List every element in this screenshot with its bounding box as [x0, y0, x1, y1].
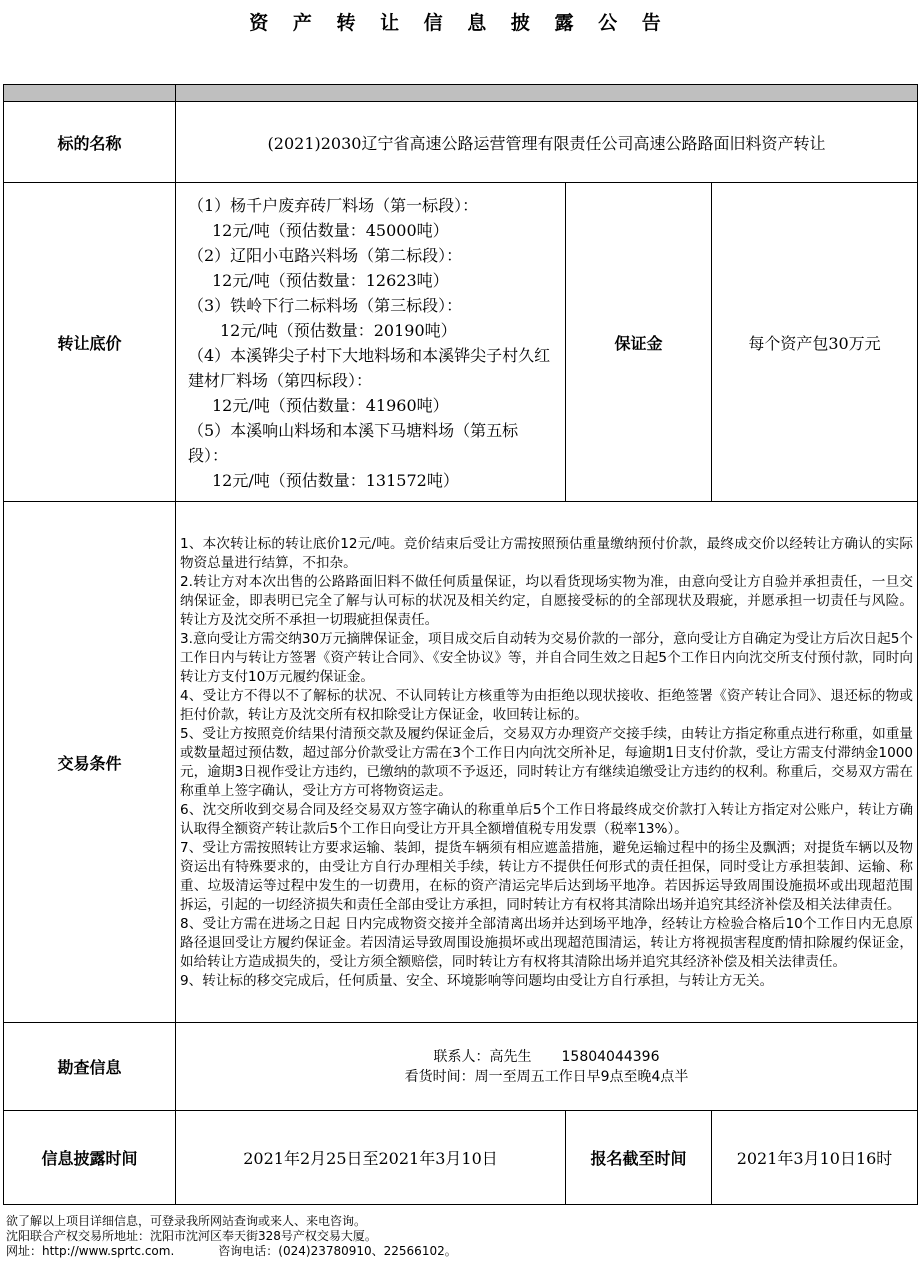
row-disclosure-period	[4, 1111, 918, 1205]
contact-person: 联系人：高先生	[433, 1048, 532, 1065]
lot-2-price: 12元/吨（预估数量：12623吨）	[212, 271, 449, 290]
lot-2-name: （2）辽阳小屯路兴料场（第二标段）：	[188, 246, 463, 265]
lot-1-name: （1）杨千户废弃砖厂料场（第一标段）：	[188, 196, 479, 215]
footer-info	[6, 1214, 457, 1259]
footer-line-2: 沈阳联合产权交易所地址：沈阳市沈河区奉天街328号产权交易大厦。	[6, 1229, 377, 1243]
condition-item-9: 9、转让标的移交完成后，任何质量、安全、环境影响等问题均由受让方自行承担，与转让方无关。	[180, 973, 774, 989]
lot-3-price: 12元/吨（预估数量：20190吨）	[220, 321, 457, 340]
lot-5-price: 12元/吨（预估数量：131572吨）	[212, 471, 459, 490]
condition-item-4: 4、受让方不得以不了解标的状况、不认同转让方核重等为由拒绝以现状接收、拒绝签署《资产转让合同》、退还标的物或拒付价款，转让方及沈交所有权扣除受让方保证金，收回转让标的。	[180, 688, 914, 723]
registration-deadline-label: 报名截至时间	[566, 1111, 712, 1205]
footer-line-3	[6, 1244, 457, 1259]
row-reserve-price	[4, 183, 918, 502]
trade-conditions-label: 交易条件	[4, 502, 176, 1023]
row-asset-name	[4, 102, 918, 183]
condition-item-3: 3.意向受让方需交纳30万元摘牌保证金，项目成交后自动转为交易价款的一部分，意向受让方自确定为受让方后次日起5个工作日内与转让方签署《资产转让合同》、《安全协议》等，并自合同生效之日起5个工作日内向沈交所支付预付款，同时向转让方支付10万元履约保证金。	[180, 631, 914, 685]
reserve-price-label: 转让底价	[4, 183, 176, 502]
lot-1-price: 12元/吨（预估数量：45000吨）	[212, 221, 449, 240]
deposit-label: 保证金	[566, 183, 712, 502]
deposit-value: 每个资产包30万元	[712, 183, 918, 502]
footer-phone: 咨询电话：(024)23780910、22566102。	[218, 1244, 457, 1258]
lot-4-price: 12元/吨（预估数量：41960吨）	[212, 396, 449, 415]
page-title: 资 产 转 让 信 息 披 露 公 告	[249, 12, 670, 34]
footer-website: 网址：http://www.sprtc.com.	[6, 1244, 175, 1258]
trade-conditions-text	[176, 502, 918, 1023]
asset-name-value: (2021)2030辽宁省高速公路运营管理有限责任公司高速公路路面旧料资产转让	[176, 102, 918, 183]
asset-name-label: 标的名称	[4, 102, 176, 183]
lot-4-name: （4）本溪铧尖子村下大地料场和本溪铧尖子村久红建材厂料场（第四标段）：	[188, 346, 551, 390]
disclosure-period-value: 2021年2月25日至2021年3月10日	[176, 1111, 566, 1205]
table-header-bar	[4, 85, 918, 102]
condition-item-6: 6、沈交所收到交易合同及经交易双方签字确认的称重单后5个工作日将最终成交价款打入转让方指定对公账户，转让方确认取得全额资产转让款后5个工作日向受让方开具全额增值税专用发票（税率13%）。	[180, 802, 914, 837]
lot-5-name: （5）本溪响山料场和本溪下马塘料场（第五标段）：	[188, 421, 519, 465]
row-survey-info	[4, 1023, 918, 1111]
condition-item-5: 5、受让方按照竞价结果付清预交款及履约保证金后，交易双方办理资产交接手续，由转让方指定称重点进行称重，如重量或数量超过预估数，超过部分价款受让方需在3个工作日内向沈交所补足，每逾期1日支付价款，受让方需支付滞纳金1000元，逾期3日视作受让方违约，已缴纳的款项不予返还，同时转让方有继续追缴受让方违约的权利。称重后，交易双方需在称重单上签字确认，受让方方可将物资运走。	[180, 726, 914, 799]
condition-item-2: 2.转让方对本次出售的公路路面旧料不做任何质量保证，均以看货现场实物为准，由意向受让方自验并承担责任，一旦交纳保证金，即表明已完全了解与认可标的状况及相关约定，自愿接受标的的全部现状及瑕疵，并愿承担一切责任与风险。转让方及沈交所不承担一切瑕疵担保责任。	[180, 574, 914, 628]
lot-3-name: （3）铁岭下行二标料场（第三标段）：	[188, 296, 463, 315]
condition-item-1: 1、本次转让标的转让底价12元/吨。竞价结束后受让方需按照预估重量缴纳预付价款，最终成交价以经转让方确认的实际物资总量进行结算，不扣杂。	[180, 536, 914, 571]
survey-info-label: 勘查信息	[4, 1023, 176, 1111]
footer-line-1: 欲了解以上项目详细信息，可登录我所网站查询或来人、来电咨询。	[6, 1214, 367, 1228]
registration-deadline-value: 2021年3月10日16时	[712, 1111, 918, 1205]
disclosure-table	[3, 84, 918, 1205]
condition-item-7: 7、受让方需按照转让方要求运输、装卸，提货车辆须有相应遮盖措施，避免运输过程中的扬尘及飘洒；对提货车辆以及物资运出有特殊要求的，由受让方自行办理相关手续，转让方不提供任何形式的责任担保，同时受让方承担装卸、运输、称重、垃圾清运等过程中发生的一切费用，在标的资产清运完毕后达到场平地净。若因拆运导致周围设施损坏或出现超范围拆运，引起的一切经济损失和责任全部由受让方承担，同时转让方有权将其清除出场并追究其经济补偿及相关法律责任。	[180, 840, 914, 913]
condition-item-8: 8、受让方需在进场之日起 日内完成物资交接并全部清离出场并达到场平地净，经转让方检验合格后10个工作日内无息原路径退回受让方履约保证金。若因清运导致周围设施损坏或出现超范围清运，转让方将视损害程度酌情扣除履约保证金，如给转让方造成损失的，受让方须全额赔偿，同时转让方有权将其清除出场并追究其经济补偿及相关法律责任。	[180, 916, 914, 970]
contact-phone: 15804044396	[561, 1048, 660, 1065]
viewing-time: 看货时间：周一至周五工作日早9点至晚4点半	[404, 1068, 689, 1085]
row-trade-conditions	[4, 502, 918, 1023]
reserve-price-list	[176, 183, 566, 502]
survey-info-value	[176, 1023, 918, 1111]
disclosure-period-label: 信息披露时间	[4, 1111, 176, 1205]
